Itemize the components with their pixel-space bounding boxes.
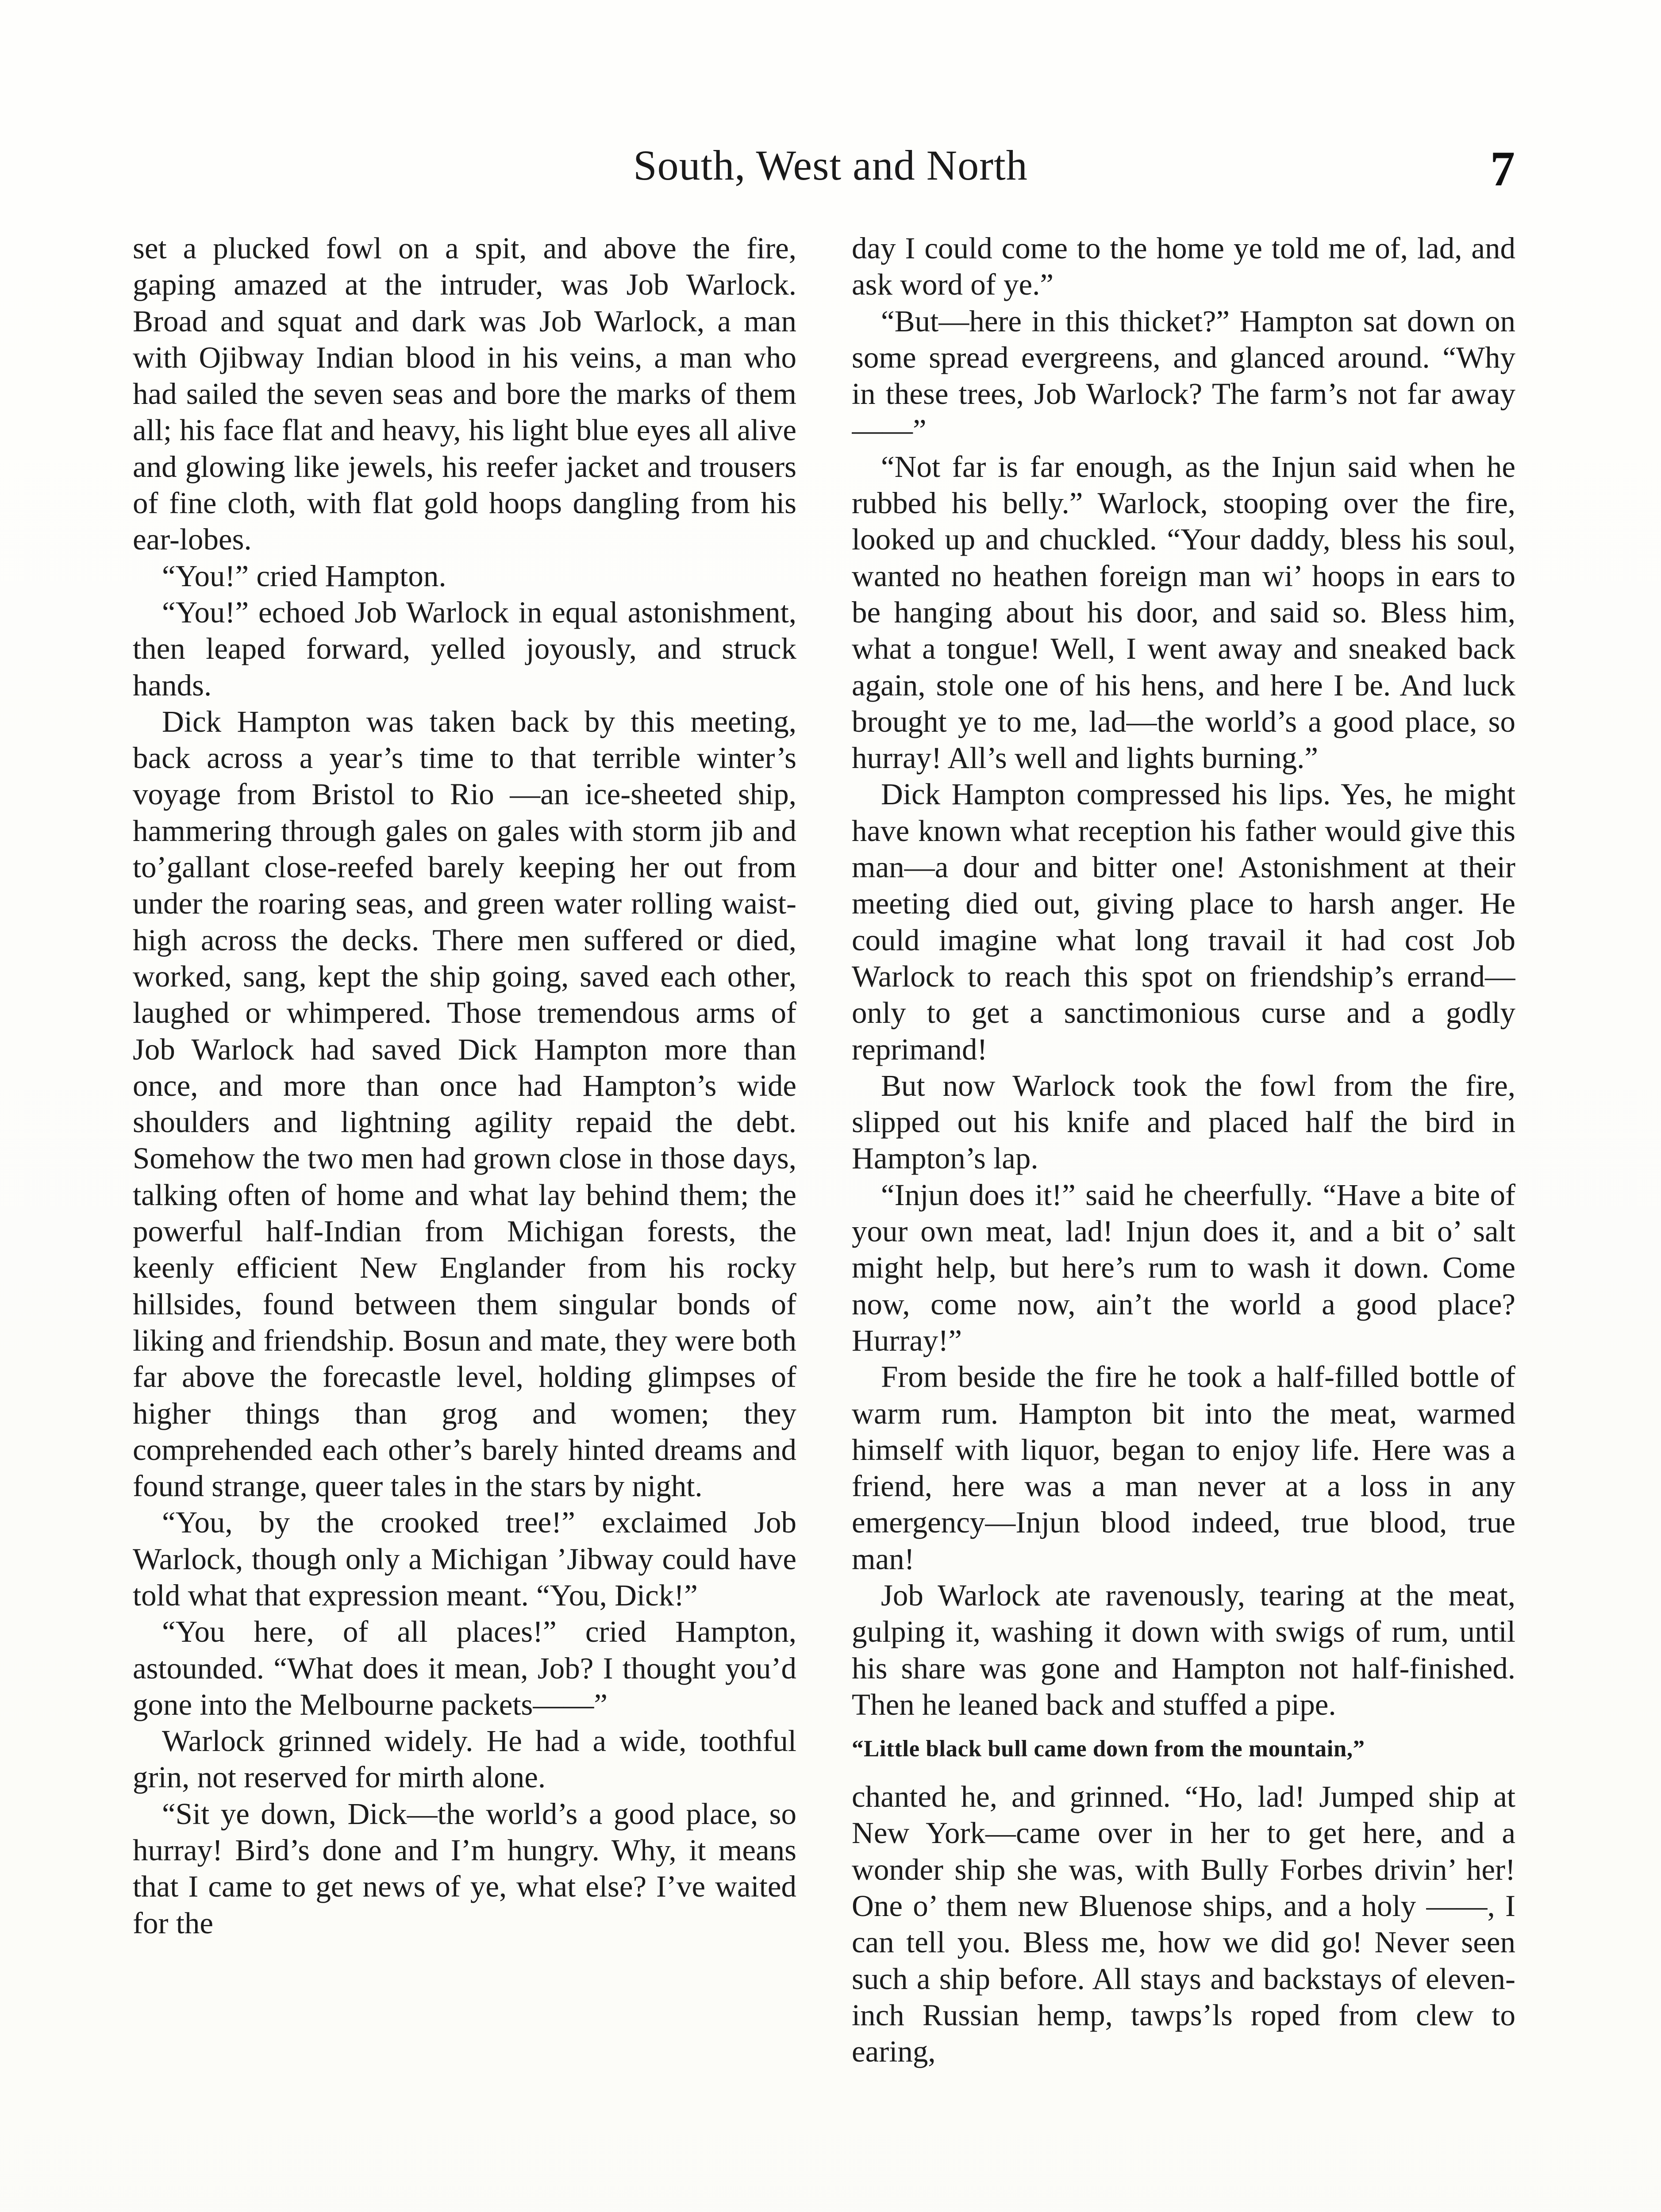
paragraph: “You!” echoed Job Warlock in equal astonishment, then leaped forward, yelled joyously, and struck hands. xyxy=(133,595,796,702)
paragraph: Job Warlock ate ravenously, tearing at the meat, gulping it, washing it down with swigs of rum, until his share was gone and Hampton not half-finished. Then he leaned back and stuffed a pipe. xyxy=(852,1578,1515,1721)
paragraph: “Injun does it!” said he cheerfully. “Have a bite of your own meat, lad! Injun does it, and a bit o’ salt might help, but here’s rum to wash it down. Come now, come now, ain’t the world a good place? Hurray!” xyxy=(852,1178,1515,1357)
verse-line: “Little black bull came down from the mountain,” xyxy=(852,1736,1365,1762)
paragraph: But now Warlock took the fowl from the fire, slipped out his knife and placed half the bird in Hampton’s lap. xyxy=(852,1068,1515,1175)
running-header xyxy=(133,141,1528,203)
running-title: South, West and North xyxy=(633,142,1028,189)
paragraph: set a plucked fowl on a spit, and above the fire, gaping amazed at the intruder, was Job Warlock. Broad and squat and dark was Job Warlock, a man with Ojibway Indian blood in his veins, a man who had sailed the seven seas and bore the marks of them all; his face flat and heavy, his light blue eyes all alive and glowing like jewels, his reefer jacket and trousers of fine cloth, with flat gold hoops dangling from his ear-lobes. xyxy=(133,231,796,557)
left-column-body xyxy=(133,230,796,1941)
paragraph: day I could come to the home ye told me of, lad, and ask word of ye.” xyxy=(852,231,1515,302)
paragraph: “You, by the crooked tree!” exclaimed Job Warlock, though only a Michigan ’Jibway could have told what that expression meant. “You, Dick!” xyxy=(133,1505,796,1612)
page-number: 7 xyxy=(1490,142,1515,196)
right-text-column xyxy=(852,230,1515,2212)
paragraph: “But—here in this thicket?” Hampton sat down on some spread evergreens, and glanced around. “Why in these trees, Job Warlock? The farm’s not far away——” xyxy=(852,304,1515,447)
right-column-body xyxy=(852,230,1515,2070)
paragraph: “You here, of all places!” cried Hampton, astounded. “What does it mean, Job? I thought you’d gone into the Melbourne packets——” xyxy=(133,1615,796,1721)
left-text-column xyxy=(133,230,796,2212)
paragraph: From beside the fire he took a half-filled bottle of warm rum. Hampton bit into the meat, warmed himself with liquor, began to enjoy life. Here was a friend, here was a man never at a loss in any emergency—Injun blood indeed, true blood, true man! xyxy=(852,1360,1515,1576)
paragraph: “You!” cried Hampton. xyxy=(162,559,446,593)
paragraph: Dick Hampton was taken back by this meeting, back across a year’s time to that terrible winter’s voyage from Bristol to Rio —an ice-sheeted ship, hammering through gales on gales with storm jib and to’gallant close-reefed barely keeping her out from under the roaring seas, and green water rolling waist-high across the decks. There men suffered or died, worked, sang, kept the ship going, saved each other, laughed or whimpered. Those tremendous arms of Job Warlock had saved Dick Hampton more than once, and more than once had Hampton’s wide shoulders and lightning agility repaid the debt. Somehow the two men had grown close in those days, talking often of home and what lay behind them; the powerful half-Indian from Michigan forests, the keenly efficient New Englander from his rocky hillsides, found between them singular bonds of liking and friendship. Bosun and mate, they were both far above the forecastle level, holding glimpses of higher things than grog and women; they comprehended each other’s barely hinted dreams and found strange, queer tales in the stars by night. xyxy=(133,704,796,1503)
paragraph: “Sit ye down, Dick—the world’s a good place, so hurray! Bird’s done and I’m hungry. Why, it means that I came to get news of ye, what else? I’ve waited for the xyxy=(133,1797,796,1940)
paragraph: Warlock grinned widely. He had a wide, toothful grin, not reserved for mirth alone. xyxy=(133,1724,796,1794)
paragraph: “Not far is far enough, as the Injun said when he rubbed his belly.” Warlock, stooping over the fire, looked up and chuckled. “Your daddy, bless his soul, wanted no heathen foreign man wi’ hoops in ears to be hanging about his door, and said so. Bless him, what a tongue! Well, I went away and sneaked back again, stole one of his hens, and here I be. And luck brought ye to me, lad—the world’s a good place, so hurray! All’s well and lights burning.” xyxy=(852,449,1515,775)
paragraph: chanted he, and grinned. “Ho, lad! Jumped ship at New York—came over in her to get here, and a wonder ship she was, with Bully Forbes drivin’ her! One o’ them new Bluenose ships, and a holy ——, I can tell you. Bless me, how we did go! Never seen such a ship before. All stays and backstays of eleven-inch Russian hemp, tawps’ls roped from clew to earing, xyxy=(852,1780,1515,2069)
paragraph: Dick Hampton compressed his lips. Yes, he might have known what reception his father would give this man—a dour and bitter one! Astonishment at their meeting died out, giving place to harsh anger. He could imagine what long travail it had cost Job Warlock to reach this spot on friendship’s errand—only to get a sanctimonious curse and a godly reprimand! xyxy=(852,777,1515,1066)
